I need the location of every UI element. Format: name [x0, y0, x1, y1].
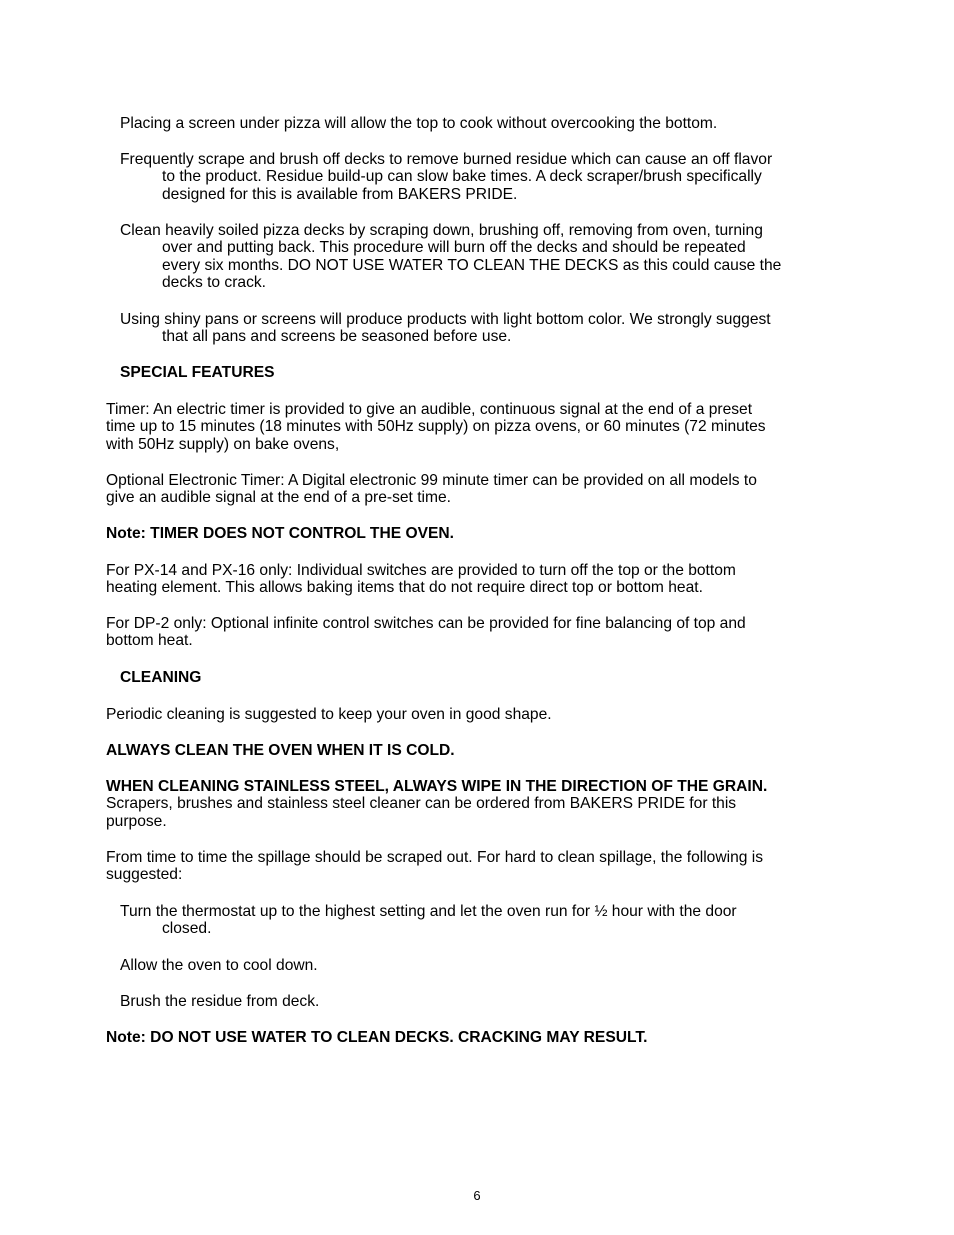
dp-switches-paragraph: For DP-2 only: Optional infinite control switches can be provided for fine balancing of top and bottom heat.	[106, 615, 746, 650]
timer-paragraph: Timer: An electric timer is provided to give an audible, continuous signal at the end of a preset time up to 15 minutes (18 minutes with 50Hz supply) on pizza ovens, or 60 minutes (72 minutes with 50Hz supply) on bake ovens,	[106, 401, 766, 453]
tip-scrape-decks: Frequently scrape and brush off decks to remove burned residue which can cause an off flavor to the product. Residue build-up can slow bake times. A deck scraper/brush specifically designed for this is available from BAKERS PRIDE.	[120, 151, 773, 203]
warning-clean-when-cold: ALWAYS CLEAN THE OVEN WHEN IT IS COLD.	[106, 742, 455, 759]
cleaning-step-brush-residue: Brush the residue from deck.	[120, 993, 320, 1010]
stainless-steel-paragraph: WHEN CLEANING STAINLESS STEEL, ALWAYS WIPE IN THE DIRECTION OF THE GRAIN. Scrapers, brushes and stainless steel cleaner can be ordered from BAKERS PRIDE for this purpose.	[106, 778, 768, 830]
tip-screen-under-pizza: Placing a screen under pizza will allow the top to cook without overcooking the bottom.	[120, 115, 718, 132]
timer-note: Note: TIMER DOES NOT CONTROL THE OVEN.	[106, 525, 454, 542]
optional-timer-paragraph: Optional Electronic Timer: A Digital electronic 99 minute timer can be provided on all models to give an audible signal at the end of a pre-set time.	[106, 472, 757, 507]
cleaning-heading: CLEANING	[120, 669, 202, 686]
cleaning-intro: Periodic cleaning is suggested to keep your oven in good shape.	[106, 706, 552, 723]
cleaning-step-cool-down: Allow the oven to cool down.	[120, 957, 318, 974]
page-number: 6	[473, 1188, 481, 1203]
tip-clean-soiled-decks: Clean heavily soiled pizza decks by scraping down, brushing off, removing from oven, turning over and putting back. This procedure will burn off the decks and should be repeated every six months. DO NOT USE WATER TO CLEAN THE DECKS as this could cause the decks to crack.	[120, 222, 782, 291]
spillage-paragraph: From time to time the spillage should be scraped out. For hard to clean spillage, the following is suggested:	[106, 849, 764, 884]
cleaning-step-thermostat: Turn the thermostat up to the highest setting and let the oven run for ½ hour with the door closed.	[120, 903, 737, 938]
special-features-heading: SPECIAL FEATURES	[120, 364, 275, 381]
final-note-no-water: Note: DO NOT USE WATER TO CLEAN DECKS. CRACKING MAY RESULT.	[106, 1029, 648, 1046]
tip-shiny-pans: Using shiny pans or screens will produce products with light bottom color. We strongly suggest that all pans and screens be seasoned before use.	[120, 311, 771, 346]
px-switches-paragraph: For PX-14 and PX-16 only: Individual switches are provided to turn off the top or the bottom heating element. This allows baking items that do not require direct top or bottom heat.	[106, 562, 736, 597]
